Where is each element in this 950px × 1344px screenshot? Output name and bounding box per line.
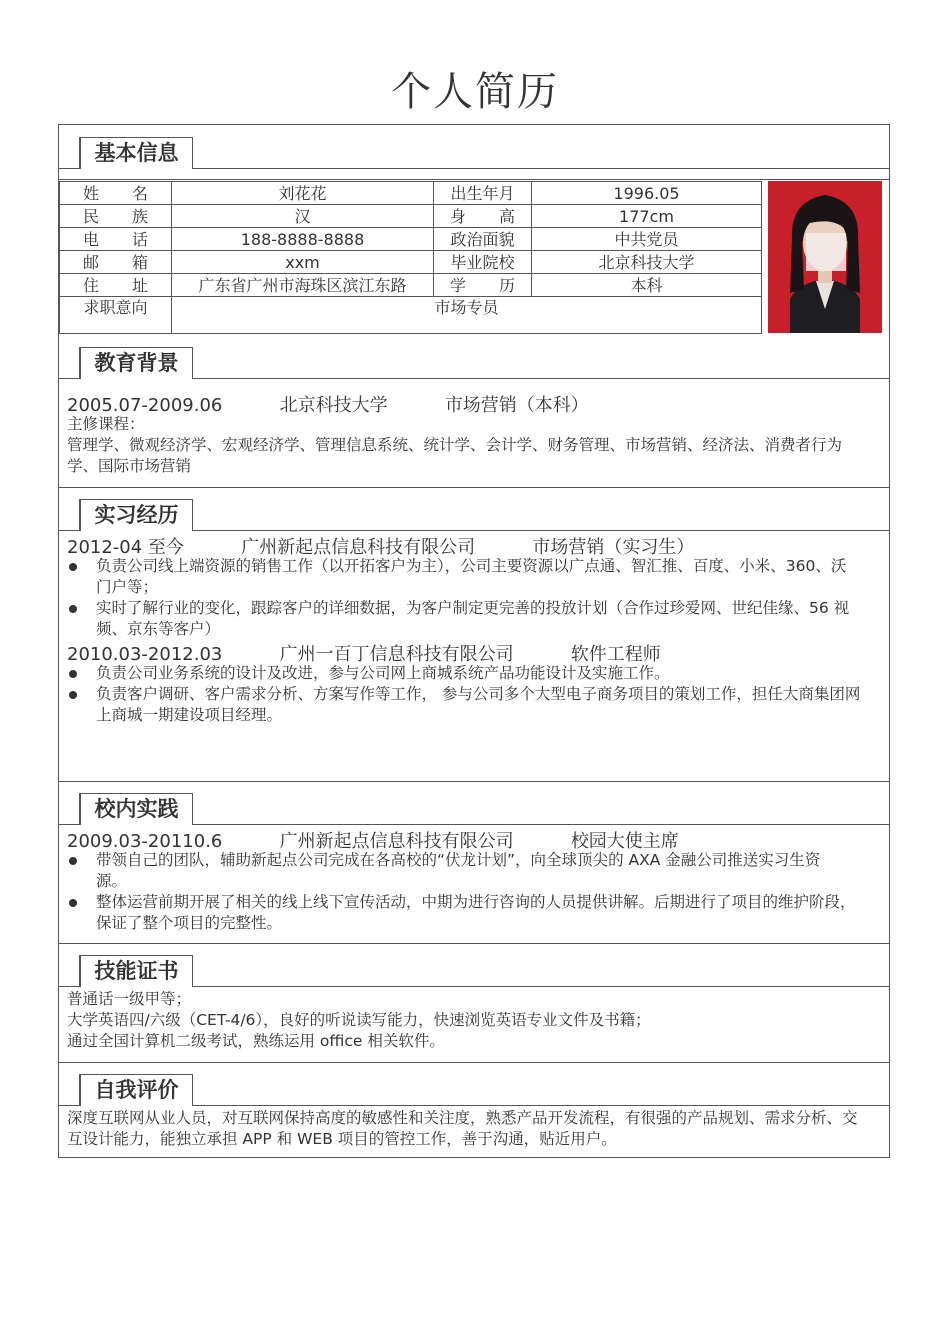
section-title-internship: 实习经历: [81, 499, 193, 531]
campus-bullets: [67, 850, 887, 934]
section-title-campus: 校内实践: [81, 793, 193, 825]
label-height: 身 高: [434, 205, 532, 228]
label-school: 毕业院校: [434, 251, 532, 274]
courses-line-2: 学、国际市场营销: [67, 457, 192, 475]
self-eval-line-1: 深度互联网从业人员，对互联网保持高度的敏感性和关注度，熟悉产品开发流程，有很强的产品规划、需求分析、交: [67, 1109, 858, 1127]
internship-1-period: 2012-04 至今: [67, 537, 184, 558]
internship-1-role: 市场营销（实习生）: [532, 537, 695, 558]
label-address: 住 址: [60, 274, 172, 297]
internship-1-bullets: [67, 556, 887, 640]
section-title-basic: 基本信息: [81, 137, 193, 169]
section-header-skills: [59, 943, 889, 987]
education-period: 2005.07-2009.06: [67, 395, 223, 416]
section-header-campus: [59, 781, 889, 825]
value-phone: 188-8888-8888: [172, 228, 434, 251]
courses-label: 主修课程：: [67, 415, 145, 433]
internship-2-period: 2010.03-2012.03: [67, 644, 223, 665]
section-header-self: [59, 1062, 889, 1106]
value-address: 广东省广州市海珠区滨江东路: [172, 274, 434, 297]
value-email: xxm: [172, 251, 434, 274]
internship-2-role: 软件工程师: [570, 644, 661, 665]
value-ethnic: 汉: [172, 205, 434, 228]
internship-2-company: 广州一百丁信息科技有限公司: [279, 644, 514, 665]
skill-line-3: 通过全国计算机二级考试，熟练运用 office 相关软件。: [67, 1032, 445, 1050]
campus-period: 2009.03-20110.6: [67, 831, 223, 852]
list-item: 负责公司业务系统的设计及改进，参与公司网上商城系统产品功能设计及实施工作。: [67, 663, 887, 684]
resume-frame: [58, 124, 890, 1158]
internship-1-company: 广州新起点信息科技有限公司: [241, 537, 476, 558]
skill-line-2: 大学英语四/六级（CET-4/6），良好的听说读写能力，快速浏览英语专业文件及书籍；: [67, 1011, 651, 1029]
list-item: 实时了解行业的变化，跟踪客户的详细数据，为客户制定更完善的投放计划（合作过珍爱网、世纪佳缘、56 视 频、京东等客户）: [67, 598, 887, 640]
skill-line-1: 普通话一级甲等；: [67, 990, 192, 1008]
value-politics: 中共党员: [532, 228, 762, 251]
list-item: 带领自己的团队，辅助新起点公司完成在各高校的“伏龙计划”，向全球顶尖的 AXA 金融公司推送实习生资 源。: [67, 850, 887, 892]
section-header-education: [59, 335, 889, 379]
education-major: 市场营销（本科）: [444, 395, 589, 416]
self-eval-line-2: 互设计能力，能独立承担 APP 和 WEB 项目的管控工作，善于沟通，贴近用户。: [67, 1130, 617, 1148]
education-header-line: [67, 391, 589, 417]
campus-company: 广州新起点信息科技有限公司: [279, 831, 514, 852]
section-header-basic: [59, 125, 889, 169]
campus-role: 校园大使主席: [570, 831, 679, 852]
section-title-self: 自我评价: [81, 1074, 193, 1106]
value-name: 刘花花: [172, 182, 434, 205]
internship-2-bullets: [67, 663, 887, 726]
section-title-education: 教育背景: [81, 347, 193, 379]
list-item: 整体运营前期开展了相关的线上线下宣传活动，中期为进行咨询的人员提供讲解。后期进行了项目的维护阶段， 保证了整个项目的完整性。: [67, 892, 887, 934]
section-header-internship: [59, 487, 889, 531]
page-title: 个人简历: [391, 69, 559, 115]
label-phone: 电 话: [60, 228, 172, 251]
education-school: 北京科技大学: [279, 395, 388, 416]
list-item: 负责公司线上端资源的销售工作（以开拓客户为主），公司主要资源以广点通、智汇推、百度、小米、360、沃 门户等；: [67, 556, 887, 598]
value-birth: 1996.05: [532, 182, 762, 205]
value-height: 177cm: [532, 205, 762, 228]
label-email: 邮 箱: [60, 251, 172, 274]
avatar: [768, 181, 882, 333]
value-intent: 市场专员: [172, 297, 762, 334]
label-name: 姓 名: [60, 182, 172, 205]
value-degree: 本科: [532, 274, 762, 297]
label-birth: 出生年月: [434, 182, 532, 205]
list-item: 负责客户调研、客户需求分析、方案写作等工作， 参与公司多个大型电子商务项目的策划工作，担任大商集团网 上商城一期建设项目经理。: [67, 684, 887, 726]
section-title-skills: 技能证书: [81, 955, 193, 987]
label-politics: 政治面貌: [434, 228, 532, 251]
courses-line-1: 管理学、微观经济学、宏观经济学、管理信息系统、统计学、会计学、财务管理、市场营销、经济法、消费者行为: [67, 436, 843, 454]
label-ethnic: 民 族: [60, 205, 172, 228]
value-school: 北京科技大学: [532, 251, 762, 274]
basic-info-table: [59, 181, 762, 334]
label-intent: 求职意向: [60, 297, 172, 334]
label-degree: 学 历: [434, 274, 532, 297]
